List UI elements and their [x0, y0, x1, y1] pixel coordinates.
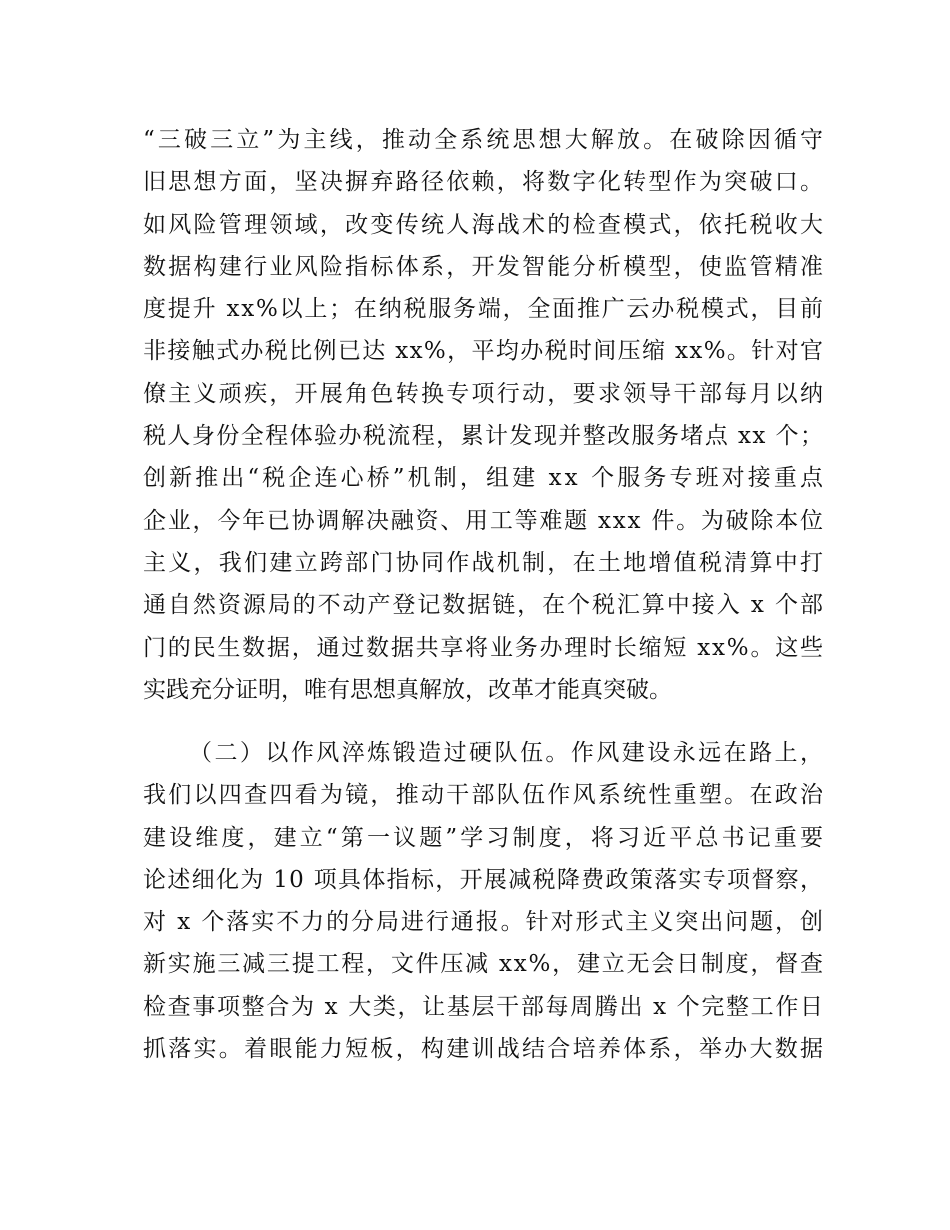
text-line: 建设维度，建立“第一议题”学习制度，将习近平总书记重要	[143, 824, 827, 851]
section-heading-line: （二）以作风淬炼锻造过硬队伍。作风建设永远在路上，	[189, 740, 826, 766]
text-line: 数据构建行业风险指标体系，开发智能分析模型，使监管精准	[143, 253, 826, 280]
text-line: 如风险管理领域，改变传统人海战术的检查模式，依托税收大	[143, 211, 826, 238]
text-line: 度提升 xx%以上；在纳税服务端，全面推广云办税模式，目前	[143, 296, 825, 323]
text-line: 创新推出“税企连心桥”机制，组建 xx 个服务专班对接重点	[143, 465, 827, 492]
text-line: “三破三立”为主线，推动全系统思想大解放。在破除因循守	[143, 127, 827, 153]
text-line: 企业，今年已协调解决融资、用工等难题 xxx 件。为破除本位	[143, 507, 825, 534]
text-line: 旧思想方面，坚决摒弃路径依赖，将数字化转型作为突破口。	[143, 169, 826, 196]
text-line: 我们以四查四看为镜，推动干部队伍作风系统性重塑。在政治	[143, 782, 826, 809]
text-line: 检查事项整合为 x 大类，让基层干部每周腾出 x 个完整工作日	[143, 993, 825, 1020]
paragraph-1	[143, 119, 827, 711]
text-line: 对 x 个落实不力的分局进行通报。针对形式主义突出问题，创	[143, 909, 825, 936]
text-line: 通自然资源局的不动产登记数据链，在个税汇算中接入 x 个部	[143, 592, 825, 619]
text-line: 非接触式办税比例已达 xx%，平均办税时间压缩 xx%。针对官	[143, 338, 825, 365]
text-line: 主义，我们建立跨部门协同作战机制，在土地增值税清算中打	[143, 549, 826, 576]
text-line: 税人身份全程体验办税流程，累计发现并整改服务堵点 xx 个；	[143, 423, 825, 450]
text-line: 新实施三减三提工程，文件压减 xx%，建立无会日制度，督查	[143, 951, 825, 978]
text-line: 实践充分证明，唯有思想真解放，改革才能真突破。	[143, 676, 672, 703]
text-line: 抓落实。着眼能力短板，构建训战结合培养体系，举办大数据	[143, 1036, 826, 1063]
text-line: 门的民生数据，通过数据共享将业务办理时长缩短 xx%。这些	[143, 634, 825, 661]
text-line: 论述细化为 10 项具体指标，开展减税降费政策落实专项督察，	[143, 866, 825, 893]
paragraph-2	[143, 732, 827, 1070]
text-line: 僚主义顽疾，开展角色转换专项行动，要求领导干部每月以纳	[143, 380, 826, 407]
